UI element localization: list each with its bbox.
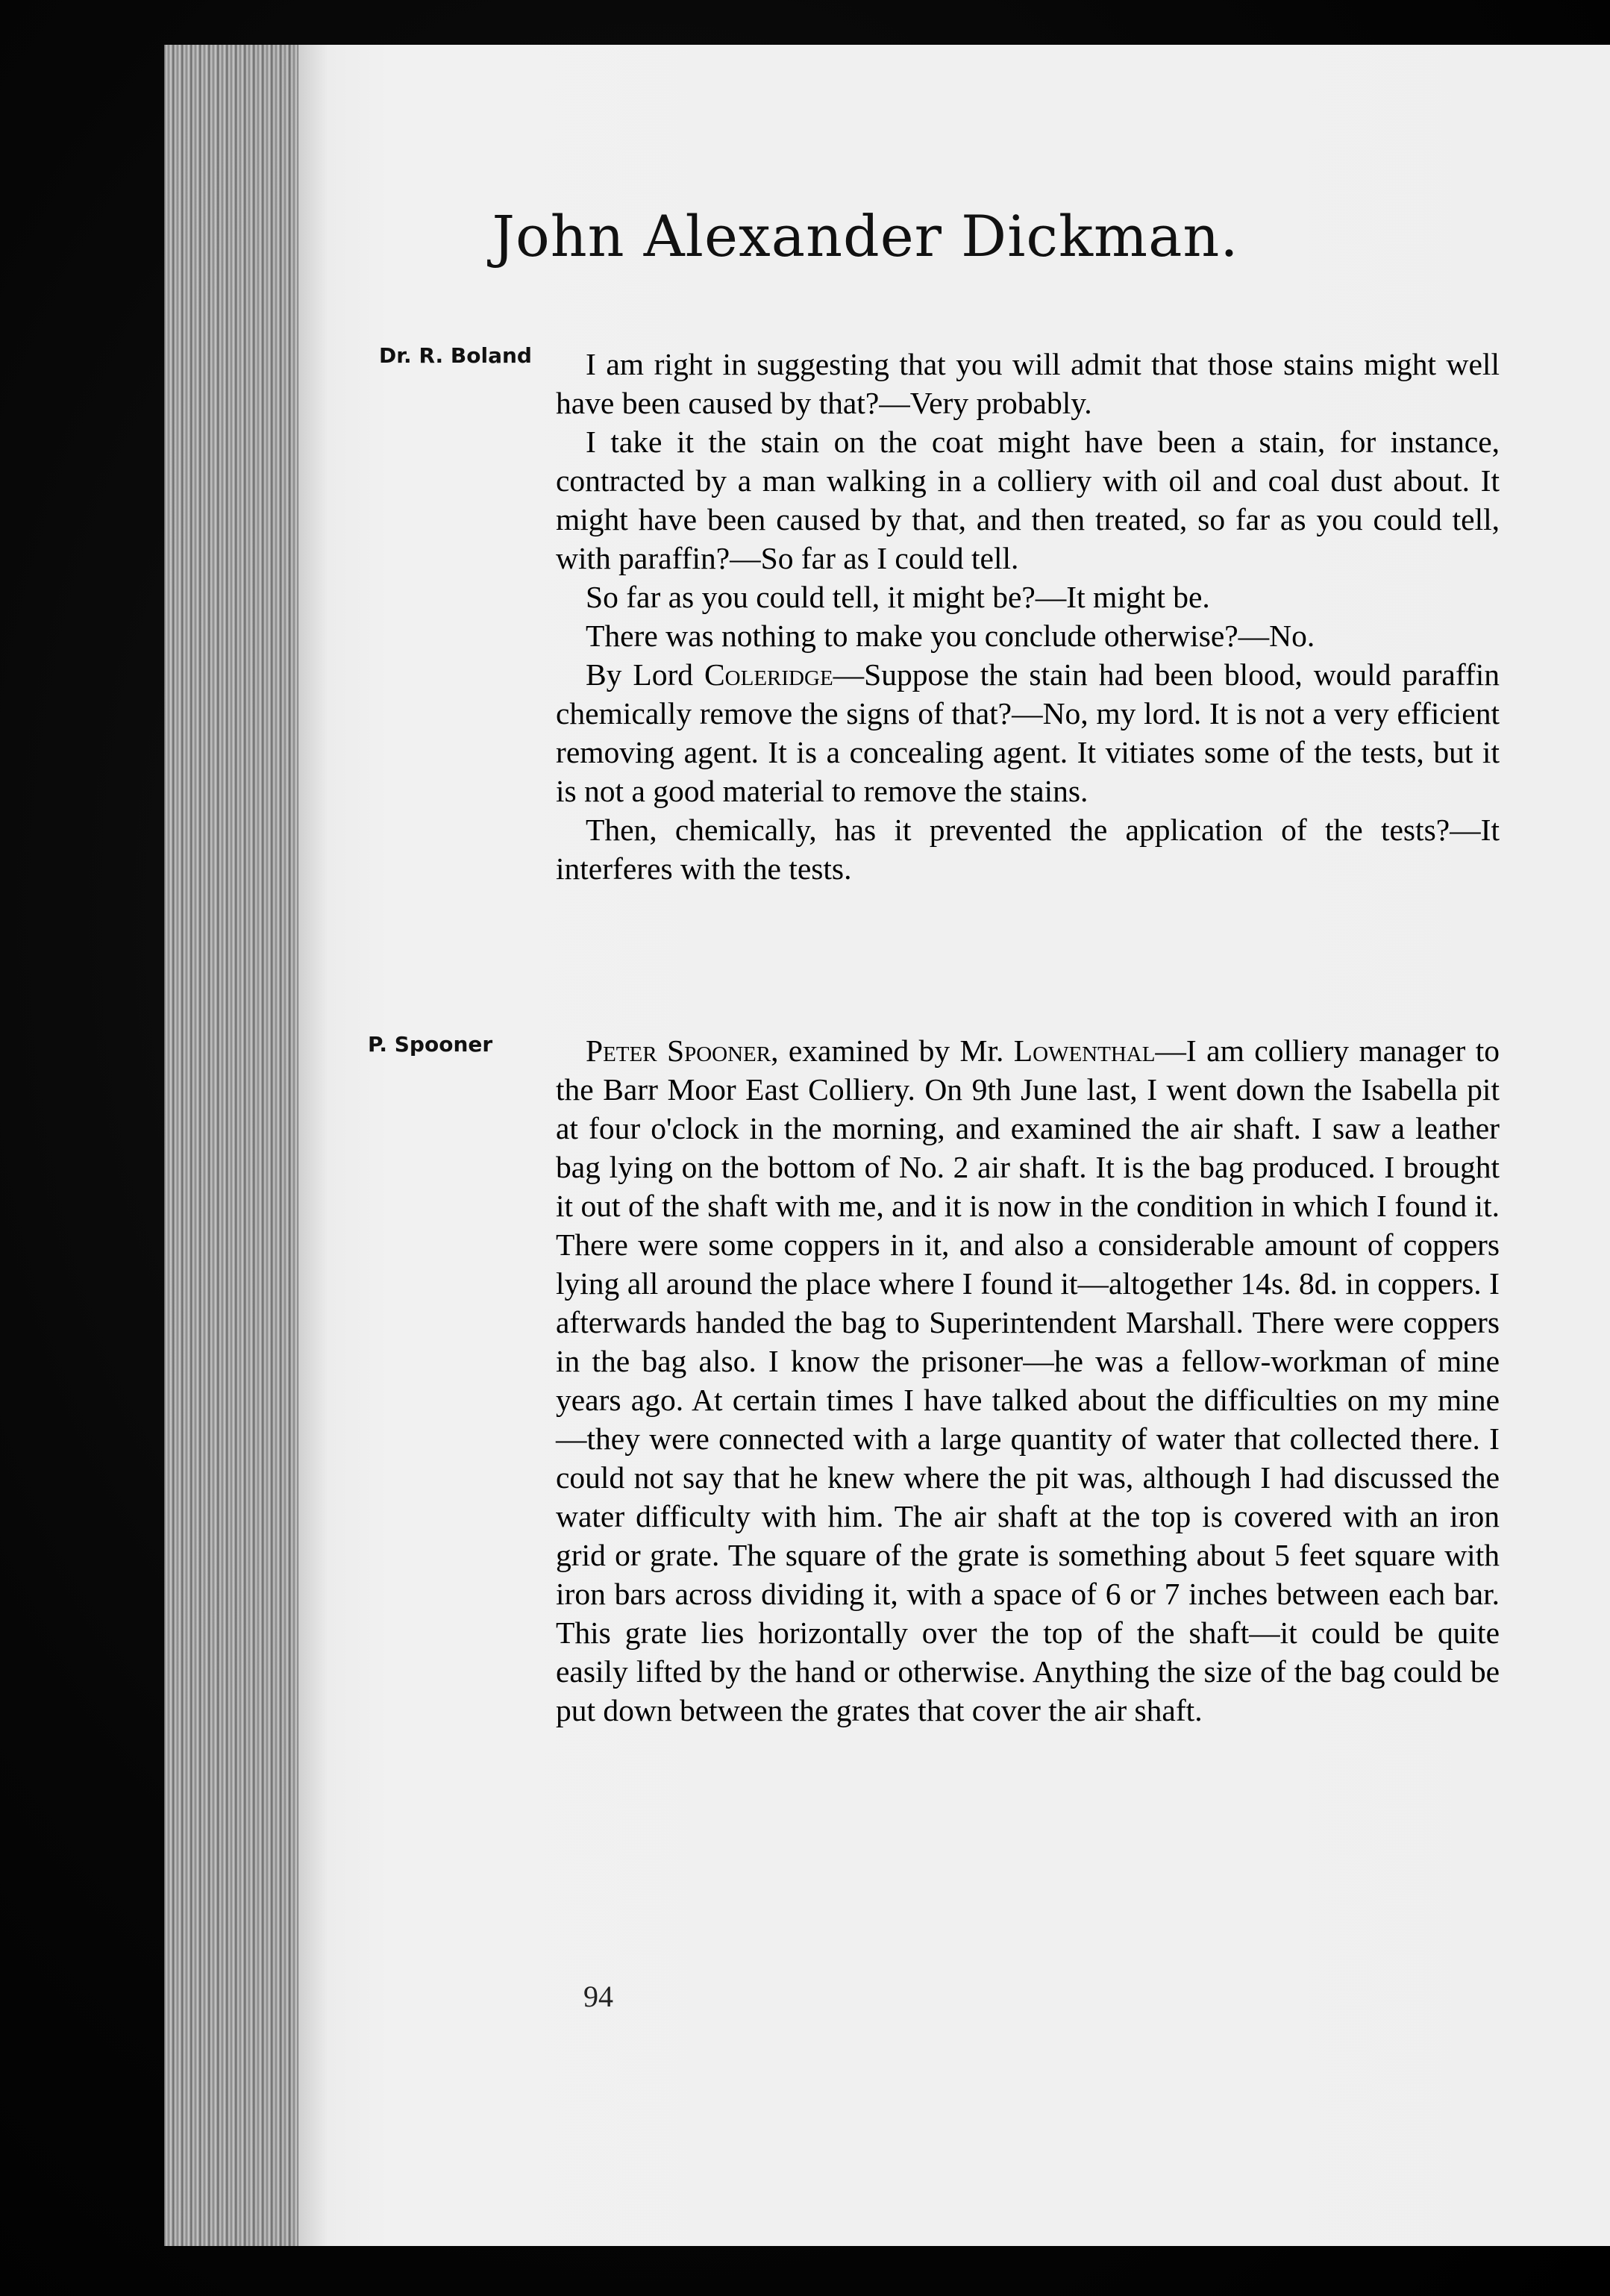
paragraph-6: Then, chemically, has it prevented the application of the tests?—It interferes with the tests. — [556, 813, 1500, 886]
paragraph-5-text: —Suppose the stain had been blood, would paraffin chemically remove the signs of that?—No, my lord. It is not a very efficient removing agent. It is a concealing agent. It vitiates some of the tests, but it is not a good material to remove the stains. — [556, 657, 1500, 808]
margin-speaker-spooner: P. Spooner — [368, 1032, 493, 1057]
margin-speaker-boland: Dr. R. Boland — [379, 343, 532, 368]
examined-by-text: , examined by Mr. — [771, 1033, 1014, 1068]
witness-name: Peter Spooner — [586, 1033, 771, 1068]
spooner-testimony: —I am colliery manager to the Barr Moor East Colliery. On 9th June last, I went down the Isabella pit at four o'clock in the morning, and examined the air shaft. I saw a leather bag lying on the bottom of No. 2 air shaft. It is the bag produced. I brought it out of the shaft with me, and it is now in the condition in which I found it. There were some coppers in it, and also a considerable amount of coppers lying all around the place where I found it—altogether 14s. 8d. in coppers. I afterwards handed the bag to Superintendent Marshall. There were coppers in the bag also. I know the prisoner—he was a fellow-workman of mine years ago. At certain times I have talked about the difficulties on my mine—they were connected with a large quantity of water that collected there. I could not say that he knew where the pit was, although I had discussed the water difficulty with him. The air shaft at the top is covered with an iron grid or grate. The square of the grate is something about 5 feet square with iron bars across dividing it, with a space of 6 or 7 inches between each bar. This grate lies horizontally over the top of the shaft—it could be quite easily lifted by the hand or otherwise. Anything the size of the bag could be put down between the grates that cover the air shaft. — [556, 1033, 1500, 1727]
lord-coleridge-name: Coleridge — [704, 657, 833, 692]
paragraph-5 — [556, 655, 1500, 810]
paragraph-4: There was nothing to make you conclude otherwise?—No. — [586, 619, 1315, 653]
paragraph-2: I take it the stain on the coat might have been a stain, for instance, contracted by a man walking in a colliery with oil and coal dust about. It might have been caused by that, and then treated, so far as you could tell, with paraffin?—So far as I could tell. — [556, 425, 1500, 575]
paragraph-1: I am right in suggesting that you will admit that those stains might well have been caused by that?—Very probably. — [556, 347, 1500, 420]
examiner-name: Lowenthal — [1013, 1033, 1156, 1068]
page-number: 94 — [583, 1980, 613, 2013]
page-title: John Alexander Dickman. — [492, 203, 1239, 269]
paragraph-spooner — [556, 1031, 1500, 1730]
section-boland-examination — [556, 345, 1500, 888]
paragraph-5-lead: By Lord — [586, 657, 704, 692]
section-spooner-examination — [556, 1031, 1500, 1730]
paragraph-3: So far as you could tell, it might be?—It might be. — [586, 580, 1210, 614]
